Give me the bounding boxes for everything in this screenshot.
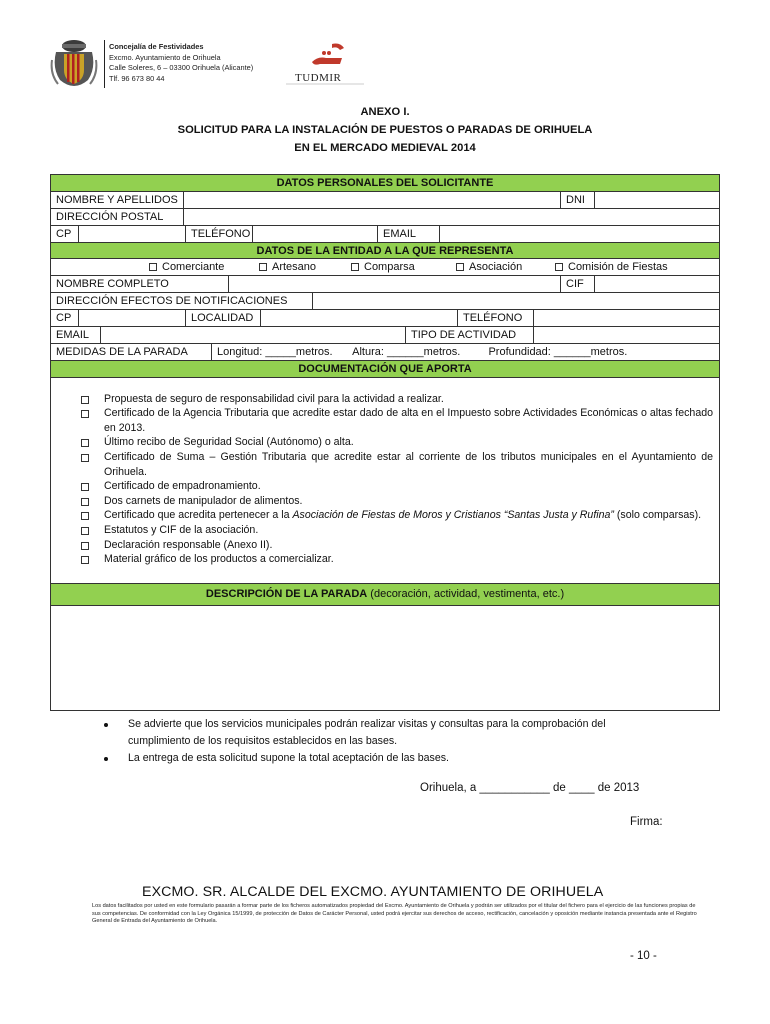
org-line-3: Calle Soleres, 6 – 03300 Orihuela (Alicante) [109,63,254,73]
application-form [50,174,720,711]
doc-item-comparsa[interactable]: Certificado que acredita pertenecer a la Asociación de Fiestas de Moros y Cristianos “Santas Justa y Rufina” (solo comparsas). [81,508,713,523]
checkbox-icon[interactable] [81,410,89,418]
checkbox-icon[interactable] [456,263,464,271]
desc-subtitle: (decoración, actividad, vestimenta, etc.) [367,587,565,600]
label-direccion-notificaciones: DIRECCIÓN EFECTOS DE NOTIFICACIONES [51,293,313,309]
profundidad-field[interactable]: Profundidad: ______metros. [488,345,628,358]
section-entity-data: DATOS DE LA ENTIDAD A LA QUE REPRESENTA [51,243,719,260]
row-notification-address [51,293,719,310]
checkbox-icon[interactable] [81,483,89,491]
checkbox-icon[interactable] [81,556,89,564]
input-cp-entidad[interactable] [79,310,186,326]
checkbox-icon[interactable] [149,263,157,271]
notes-list [100,716,660,768]
checkbox-icon[interactable] [555,263,563,271]
doc-item[interactable]: Certificado de la Agencia Tributaria que acredite estar dado de alta en el Impuesto sobre Actividades Económicas o altas fechado en 2013. [81,406,713,435]
altura-field[interactable]: Altura: ______metros. [352,345,461,358]
input-nombre-completo[interactable] [229,276,561,292]
stall-description-textarea[interactable] [51,606,719,710]
input-tipo-actividad[interactable] [534,327,719,343]
addressee: EXCMO. SR. ALCALDE DEL EXCMO. AYUNTAMIENTO DE ORIHUELA [142,884,604,900]
input-telefono[interactable] [253,226,378,242]
org-line-1: Concejalía de Festividades [109,42,204,51]
checkbox-icon[interactable] [351,263,359,271]
label-localidad: LOCALIDAD [186,310,261,326]
option-comerciante[interactable]: Comerciante [149,259,224,275]
row-stall-measures [51,344,719,361]
checkbox-icon[interactable] [259,263,267,271]
label-direccion-postal: DIRECCIÓN POSTAL [51,209,184,225]
org-line-4: Tlf. 96 673 80 44 [109,73,165,83]
label-nombre-apellidos: NOMBRE Y APELLIDOS [51,192,184,208]
option-comision-fiestas[interactable]: Comisión de Fiestas [555,259,668,275]
input-email-entidad[interactable] [101,327,406,343]
input-localidad[interactable] [261,310,458,326]
input-direccion-notificaciones[interactable] [313,293,719,309]
label-cif: CIF [561,276,595,292]
option-asociacion[interactable]: Asociación [456,259,522,275]
row-entity-type [51,259,719,276]
label-dni: DNI [561,192,595,208]
row-fullname-cif [51,276,719,293]
label-nombre-completo: NOMBRE COMPLETO [51,276,229,292]
checkbox-icon[interactable] [81,439,89,447]
place-date-field[interactable]: Orihuela, a ___________ de ____ de 2013 [420,782,640,794]
organization-address [109,42,253,84]
doc-item[interactable]: Último recibo de Seguridad Social (Autónomo) o alta. [81,435,713,450]
label-telefono: TELÉFONO [186,226,253,242]
label-cp: CP [51,226,79,242]
longitud-field[interactable]: Longitud: _____metros. [217,345,333,358]
legal-notice: Los datos facilitados por usted en este formulario pasarán a formar parte de los ficheros automatizados propiedad del Excmo. Ayuntamiento de Orihuela y podrán ser utilizados por el titular del fichero para el ejercicio de las funciones propias de sus competencias. De conformidad con la Ley Orgánica 15/1999, de protección de Datos de Carácter Personal, usted podrá ejercitar sus derechos de acceso, rectificación, cancelación y oposición mediante instancia presentada ante el Registro General de Entrada del Ayuntamiento de Orihuela. [92,903,697,925]
row-cp-locality-phone [51,310,719,327]
input-nombre-apellidos[interactable] [184,192,561,208]
checkbox-icon[interactable] [81,454,89,462]
label-tipo-actividad: TIPO DE ACTIVIDAD [406,327,534,343]
doc-item[interactable]: Dos carnets de manipulador de alimentos. [81,494,713,509]
input-direccion-postal[interactable] [184,209,719,225]
row-name-dni [51,192,719,209]
note-item: La entrega de esta solicitud supone la total aceptación de las bases. [100,750,660,767]
section-personal-data: DATOS PERSONALES DEL SOLICITANTE [51,175,719,192]
documentation-list [51,378,719,584]
org-line-2: Excmo. Ayuntamiento de Orihuela [109,52,221,62]
row-email-activity [51,327,719,344]
form-subtitle: EN EL MERCADO MEDIEVAL 2014 [294,142,476,154]
doc-item[interactable]: Certificado de Suma – Gestión Tributaria que acredite estar al corriente de los tributos municipales en el Ayuntamiento de Orihuela. [81,450,713,479]
option-comparsa[interactable]: Comparsa [351,259,415,275]
section-documentation: DOCUMENTACIÓN QUE APORTA [51,361,719,378]
label-email: EMAIL [378,226,440,242]
doc-item[interactable]: Material gráfico de los productos a comercializar. [81,552,713,567]
input-email[interactable] [440,226,719,242]
checkbox-icon[interactable] [81,527,89,535]
input-cif[interactable] [595,276,719,292]
doc-item[interactable]: Certificado de empadronamiento. [81,479,713,494]
header-divider [104,40,105,88]
label-cp-entidad: CP [51,310,79,326]
input-telefono-entidad[interactable] [534,310,719,326]
row-cp-phone-email [51,226,719,243]
section-stall-description [51,584,719,606]
label-email-entidad: EMAIL [51,327,101,343]
checkbox-icon[interactable] [81,542,89,550]
doc-item[interactable]: Propuesta de seguro de responsabilidad civil para la actividad a realizar. [81,392,713,407]
label-telefono-entidad: TELÉFONO [458,310,534,326]
doc-item[interactable]: Estatutos y CIF de la asociación. [81,523,713,538]
note-item: Se advierte que los servicios municipales podrán realizar visitas y consultas para la comprobación del cumplimiento de los requisitos establecidos en las bases. [100,716,660,750]
page-number: - 10 - [630,950,657,962]
input-cp[interactable] [79,226,186,242]
option-artesano[interactable]: Artesano [259,259,316,275]
checkbox-icon[interactable] [81,396,89,404]
input-dni[interactable] [595,192,719,208]
checkbox-icon[interactable] [81,512,89,520]
bullet-icon [104,723,108,727]
annex-title: ANEXO I. [360,106,410,118]
doc-item[interactable]: Declaración responsable (Anexo II). [81,538,713,553]
signature-label: Firma: [630,816,663,828]
label-medidas-parada: MEDIDAS DE LA PARADA [51,344,212,360]
checkbox-icon[interactable] [81,498,89,506]
desc-title: DESCRIPCIÓN DE LA PARADA [205,587,368,600]
tudmir-logo-text: TUDMIR [295,72,342,84]
bullet-icon [104,757,108,761]
row-address [51,209,719,226]
form-title: SOLICITUD PARA LA INSTALACIÓN DE PUESTOS O PARADAS DE ORIHUELA [177,124,593,136]
orihuela-crest-icon [50,38,98,90]
measures-fields[interactable] [212,344,719,360]
